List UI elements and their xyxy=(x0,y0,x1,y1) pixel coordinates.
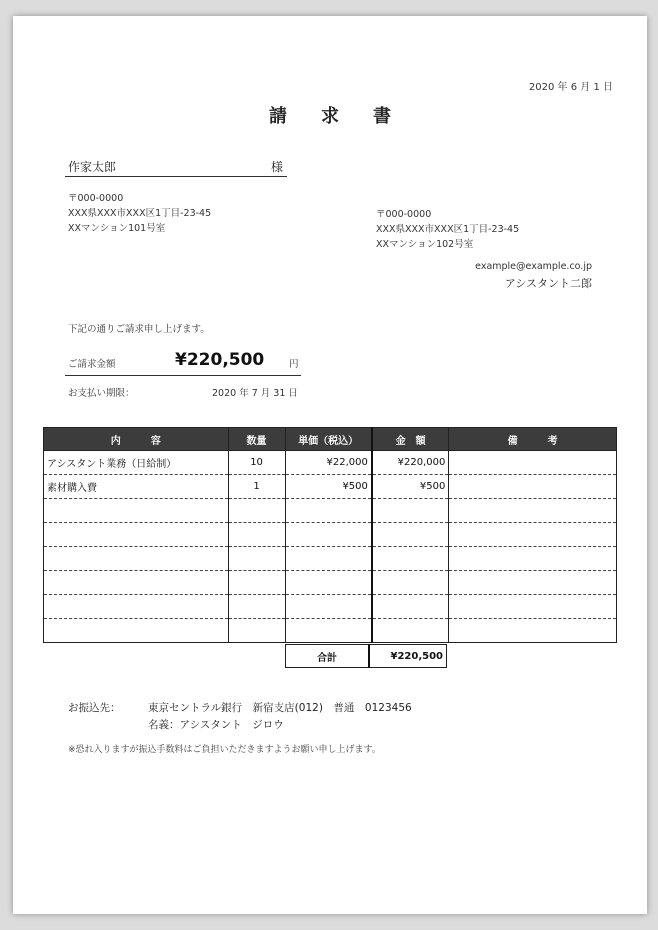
sender-address xyxy=(376,207,519,252)
issue-date: 2020 年 6 月 1 日 xyxy=(528,82,613,93)
items-table xyxy=(43,427,617,643)
sender-name: アシスタント二郎 xyxy=(504,277,592,290)
table-row xyxy=(44,547,617,571)
recipient-honorific: 様 xyxy=(271,160,284,174)
sender-email: example@example.co.jp xyxy=(475,261,592,272)
row-description xyxy=(44,523,229,547)
header-description: 内 容 xyxy=(44,428,229,451)
row-amount xyxy=(372,547,449,571)
recipient-address-line1: XXX県XXX市XXX区1丁目-23-45 xyxy=(68,208,212,219)
invoice-page xyxy=(13,16,647,914)
row-remarks xyxy=(449,523,617,547)
row-amount xyxy=(372,499,449,523)
sender-address-line1: XXX県XXX市XXX区1丁目-23-45 xyxy=(376,224,520,235)
row-amount xyxy=(372,571,449,595)
row-description xyxy=(44,571,229,595)
row-amount: ¥220,000 xyxy=(372,451,449,475)
amount-value: ¥220,500 xyxy=(175,350,265,370)
row-description xyxy=(44,595,229,619)
fee-note: ※恐れ入りますが振込手数料はご負担いただきますようお願い申し上げます。 xyxy=(68,745,381,755)
intro-text: 下記の通りご請求申し上げます。 xyxy=(68,324,210,335)
table-row xyxy=(44,451,617,475)
header-quantity: 数量 xyxy=(228,428,285,451)
total-value: ¥220,500 xyxy=(369,645,447,668)
sender-postal: 〒000-0000 xyxy=(376,209,432,220)
due-date: 2020 年 7 月 31 日 xyxy=(212,388,298,399)
total-table xyxy=(285,644,447,668)
row-amount xyxy=(372,595,449,619)
table-row xyxy=(44,523,617,547)
amount-label: ご請求金額 xyxy=(68,359,116,370)
row-amount: ¥500 xyxy=(372,475,449,499)
recipient-name: 作家太郎 xyxy=(68,160,117,174)
row-description: アシスタント業務（日給制） xyxy=(44,451,229,475)
row-unit-price: ¥22,000 xyxy=(285,451,372,475)
row-quantity xyxy=(228,595,285,619)
recipient-address xyxy=(68,191,211,236)
row-unit-price: ¥500 xyxy=(285,475,372,499)
row-description xyxy=(44,547,229,571)
table-row xyxy=(44,595,617,619)
bank-line2: 名義：アシスタント ジロウ xyxy=(148,719,284,731)
row-quantity xyxy=(228,523,285,547)
header-amount: 金 額 xyxy=(372,428,449,451)
table-row xyxy=(44,475,617,499)
row-quantity xyxy=(228,499,285,523)
row-description xyxy=(44,619,229,643)
due-label: お支払い期限： xyxy=(68,388,135,399)
row-quantity xyxy=(228,571,285,595)
bank-label: お振込先： xyxy=(68,702,121,714)
row-remarks xyxy=(449,571,617,595)
row-remarks xyxy=(449,451,617,475)
amount-underline xyxy=(65,375,301,376)
recipient-postal: 〒000-0000 xyxy=(68,193,124,204)
table-header-row xyxy=(44,428,617,451)
row-remarks xyxy=(449,595,617,619)
row-remarks xyxy=(449,475,617,499)
row-quantity xyxy=(228,619,285,643)
sender-address-line2: XXマンション102号室 xyxy=(376,239,474,250)
amount-unit: 円 xyxy=(289,359,299,370)
recipient-underline xyxy=(65,176,287,177)
row-unit-price xyxy=(285,595,372,619)
row-quantity: 10 xyxy=(228,451,285,475)
recipient-address-line2: XXマンション101号室 xyxy=(68,223,166,234)
row-unit-price xyxy=(285,523,372,547)
bank-line1: 東京セントラル銀行 新宿支店(012) 普通 0123456 xyxy=(148,702,412,714)
row-quantity: 1 xyxy=(228,475,285,499)
header-remarks: 備 考 xyxy=(449,428,617,451)
row-remarks xyxy=(449,547,617,571)
table-row xyxy=(44,499,617,523)
row-quantity xyxy=(228,547,285,571)
document-title: 請求書 xyxy=(269,106,425,127)
header-unit-price: 単価（税込） xyxy=(285,428,372,451)
row-unit-price xyxy=(285,571,372,595)
row-unit-price xyxy=(285,499,372,523)
row-unit-price xyxy=(285,547,372,571)
row-amount xyxy=(372,523,449,547)
row-description xyxy=(44,499,229,523)
total-label: 合計 xyxy=(286,645,370,668)
table-row xyxy=(44,619,617,643)
row-unit-price xyxy=(285,619,372,643)
table-row xyxy=(44,571,617,595)
row-remarks xyxy=(449,619,617,643)
row-amount xyxy=(372,619,449,643)
row-description: 素材購入費 xyxy=(44,475,229,499)
row-remarks xyxy=(449,499,617,523)
